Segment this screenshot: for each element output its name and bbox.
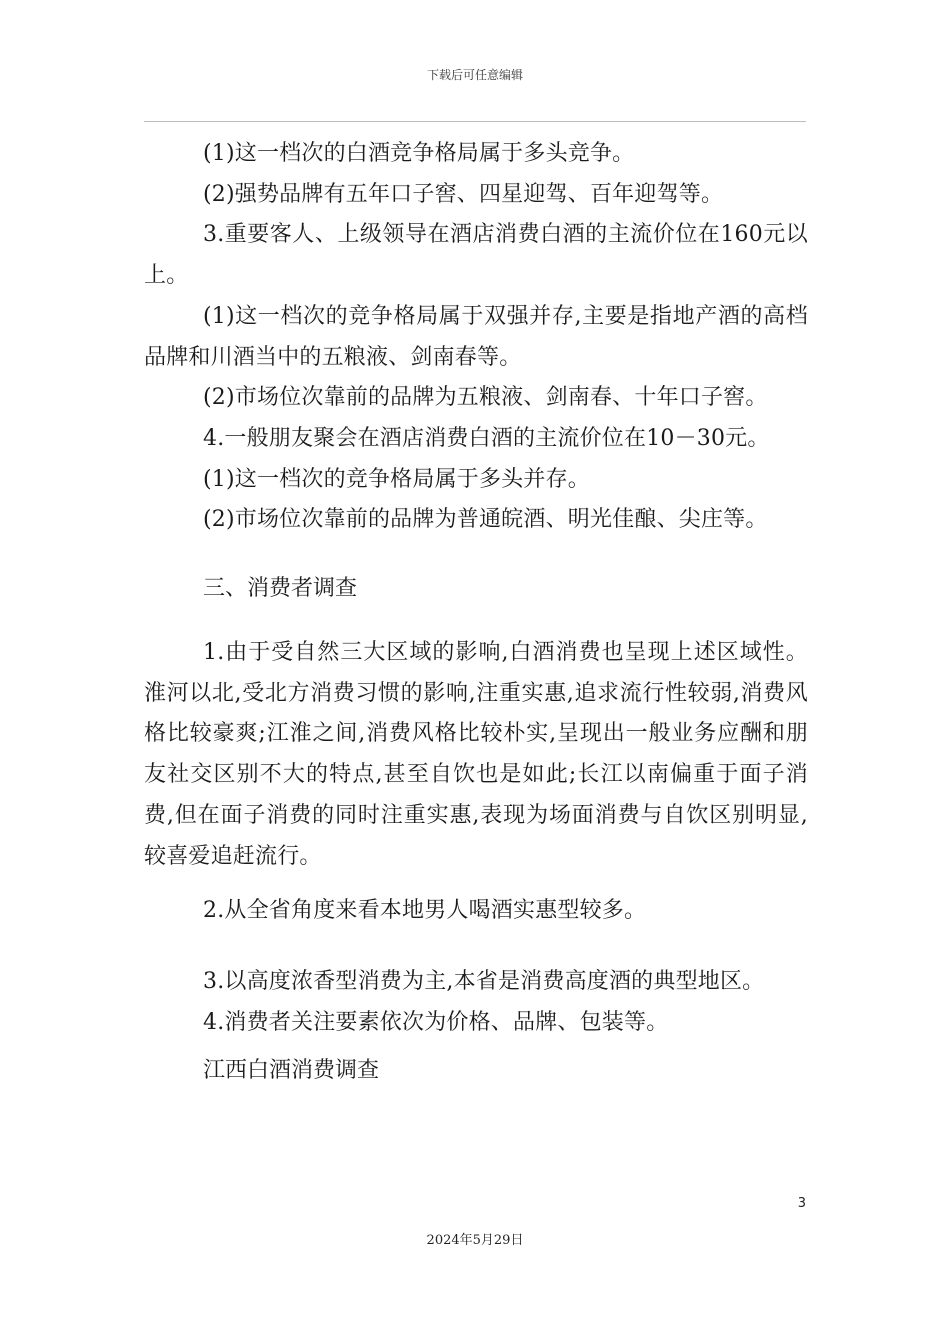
paragraph: (2)市场位次靠前的品牌为普通皖酒、明光佳酿、尖庄等。 [203,507,768,533]
document-body [144,134,808,1091]
page-header-text: 下载后可任意编辑 [426,68,523,82]
spacer [144,877,808,891]
page-number: 3 [797,1196,806,1211]
paragraph: 3.重要客人、上级领导在酒店消费白酒的主流价位在160元以上。 [144,222,808,289]
paragraph: (2)市场位次靠前的品牌为五粮液、剑南春、十年口子窖。 [203,385,768,411]
spacer [144,1043,808,1051]
paragraph: 1.由于受自然三大区域的影响,白酒消费也呈现上述区域性。淮河以北,受北方消费习惯的影响,注重实惠,追求流行性较弱,消费风格比较豪爽;江淮之间,消费风格比较朴实,呈现出一般业务应酬和朋友社交区别不大的特点,甚至自饮也是如此;长江以南偏重于面子消费,但在面子消费的同时注重实惠,表现为场面消费与自饮区别明显,较喜爱追赶流行。 [144,640,808,869]
section-heading: 江西白酒消费调查 [203,1058,380,1084]
section-heading: 三、消费者调查 [203,576,358,602]
paragraph: (2)强势品牌有五年口子窖、四星迎驾、百年迎驾等。 [203,181,724,207]
paragraph: 4.消费者关注要素依次为价格、品牌、包装等。 [203,1009,669,1035]
paragraph: 3.以高度浓香型消费为主,本省是消费高度酒的典型地区。 [203,968,765,994]
spacer [144,541,808,569]
paragraph: (1)这一档次的白酒竞争格局属于多头竞争。 [203,141,635,166]
footer-date: 2024年5月29日 [426,1233,524,1248]
paragraph: (1)这一档次的竞争格局属于双强并存,主要是指地产酒的高档品牌和川酒当中的五粮液、剑南春等。 [144,303,808,370]
spacer [144,932,808,962]
paragraph: (1)这一档次的竞争格局属于多头并存。 [203,466,590,492]
paragraph: 4.一般朋友聚会在酒店消费白酒的主流价位在10－30元。 [203,425,770,451]
header-divider [144,121,806,122]
paragraph: 2.从全省角度来看本地男人喝酒实惠型较多。 [203,898,647,924]
spacer [144,609,808,633]
